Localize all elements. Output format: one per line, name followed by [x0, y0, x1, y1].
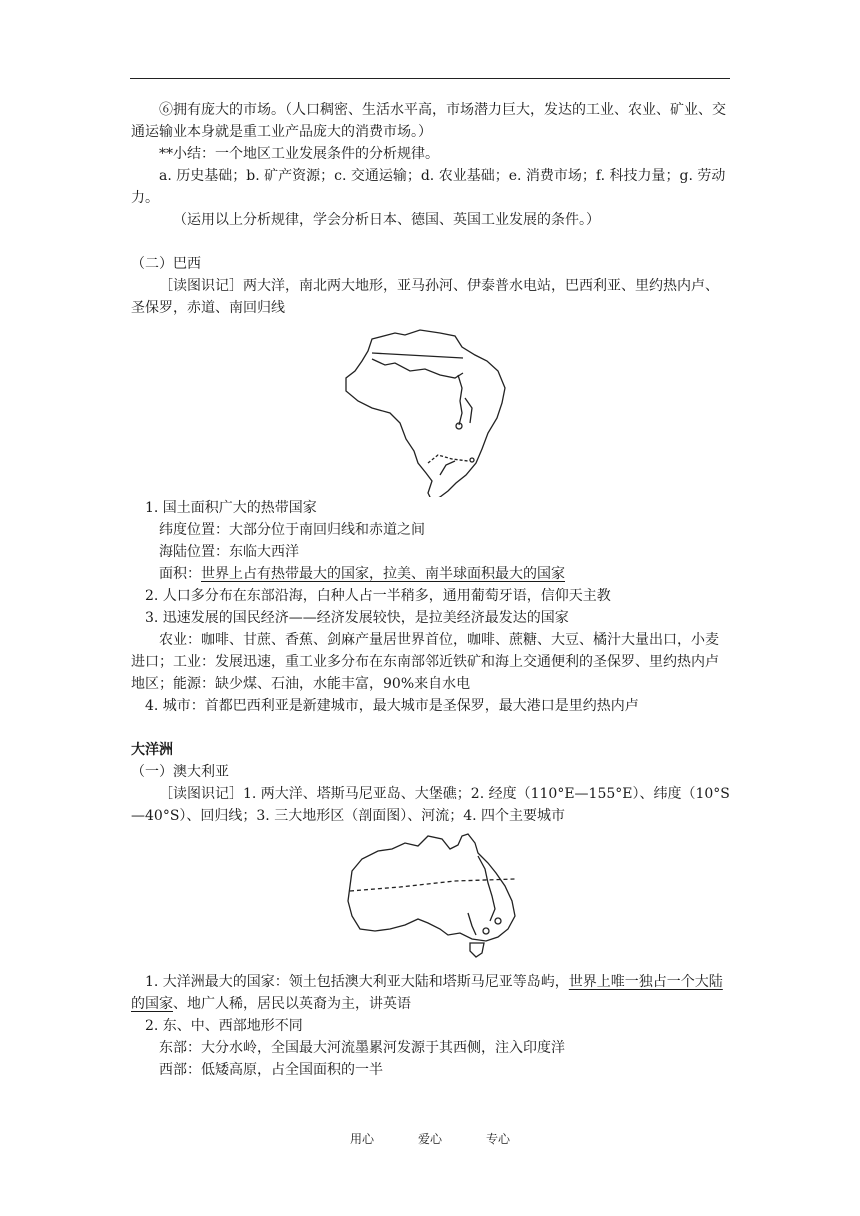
brazil-area-detail: 世界上占有热带最大的国家，拉美、南半球面积最大的国家	[201, 566, 565, 582]
page-body	[131, 99, 731, 1081]
brazil-point-4: 4. 城市：首都巴西利亚是新建城市，最大城市是圣保罗，最大港口是里约热内卢	[145, 698, 639, 714]
australia-heading: （一）澳大利亚	[131, 764, 229, 780]
paragraph-market: ⑥拥有庞大的市场。（人口稠密、生活水平高，市场潜力巨大，发达的工业、农业、矿业、交通运输业本身就是重工业产品庞大的消费市场。）	[131, 102, 726, 140]
footer-word-2: 爱心	[417, 1132, 442, 1146]
brazil-economy-detail: 农业：咖啡、甘蔗、香蕉、剑麻产量居世界首位，咖啡、蔗糖、大豆、橘汁大量出口，小麦进口；工业：发展迅速，重工业多分布在东南部邻近铁矿和海上交通便利的圣保罗、里约热内卢地区；能源：缺少煤、石油，水能丰富，90%来自水电	[131, 632, 719, 692]
exercise-note: （运用以上分析规律，学会分析日本、德国、英国工业发展的条件。）	[173, 212, 600, 228]
brazil-map	[131, 321, 731, 497]
brazil-area	[131, 563, 731, 585]
australia-east: 东部：大分水岭，全国最大河流墨累河发源于其西侧，注入印度洋	[159, 1040, 565, 1056]
footer-word-1: 用心	[349, 1132, 374, 1146]
australia-point-1-tail: 、地广人稀，居民以英裔为主，讲英语	[173, 996, 411, 1012]
australia-point-1-lead: 1. 大洋洲最大的国家：领土包括澳大利亚大陆和塔斯马尼亚等岛屿，	[145, 974, 569, 990]
brazil-heading: （二）巴西	[131, 256, 201, 272]
page-footer	[0, 1130, 860, 1147]
footer-word-3: 专心	[486, 1132, 511, 1146]
brazil-sea-land: 海陆位置：东临大西洋	[159, 544, 299, 560]
australia-unique-continent: 世界上唯一独占一个大陆的国家	[131, 974, 723, 1012]
brazil-point-1: 1. 国土面积广大的热带国家	[145, 500, 317, 516]
brazil-point-2: 2. 人口多分布在东部沿海，白种人占一半稍多，通用葡萄牙语，信仰天主教	[145, 588, 611, 604]
australia-map	[131, 829, 731, 971]
oceania-heading: 大洋洲	[131, 742, 173, 758]
australia-map-note: ［读图识记］1. 两大洋、塔斯马尼亚岛、大堡礁；2. 经度（110°E—155°E）、纬度（10°S—40°S）、回归线；3. 三大地形区（剖面图）、河流；4. 四个主要城市	[131, 786, 730, 824]
brazil-map-note: ［读图识记］两大洋，南北两大地形，亚马孙河、伊泰普水电站，巴西利亚、里约热内卢、圣保罗，赤道、南回归线	[131, 278, 719, 316]
brazil-latitude: 纬度位置：大部分位于南回归线和赤道之间	[159, 522, 425, 538]
australia-west: 西部：低矮高原，占全国面积的一半	[159, 1062, 383, 1078]
australia-point-2: 2. 东、中、西部地形不同	[145, 1018, 303, 1034]
header-rule	[130, 78, 730, 79]
brazil-area-label: 面积：	[159, 566, 201, 582]
factor-list: a. 历史基础；b. 矿产资源；c. 交通运输；d. 农业基础；e. 消费市场；f. 科技力量；g. 劳动力。	[131, 168, 726, 206]
brazil-point-3: 3. 迅速发展的国民经济——经济发展较快，是拉美经济最发达的国家	[145, 610, 569, 626]
summary-line: **小结：一个地区工业发展条件的分析规律。	[159, 146, 439, 162]
australia-point-1	[131, 971, 731, 1015]
